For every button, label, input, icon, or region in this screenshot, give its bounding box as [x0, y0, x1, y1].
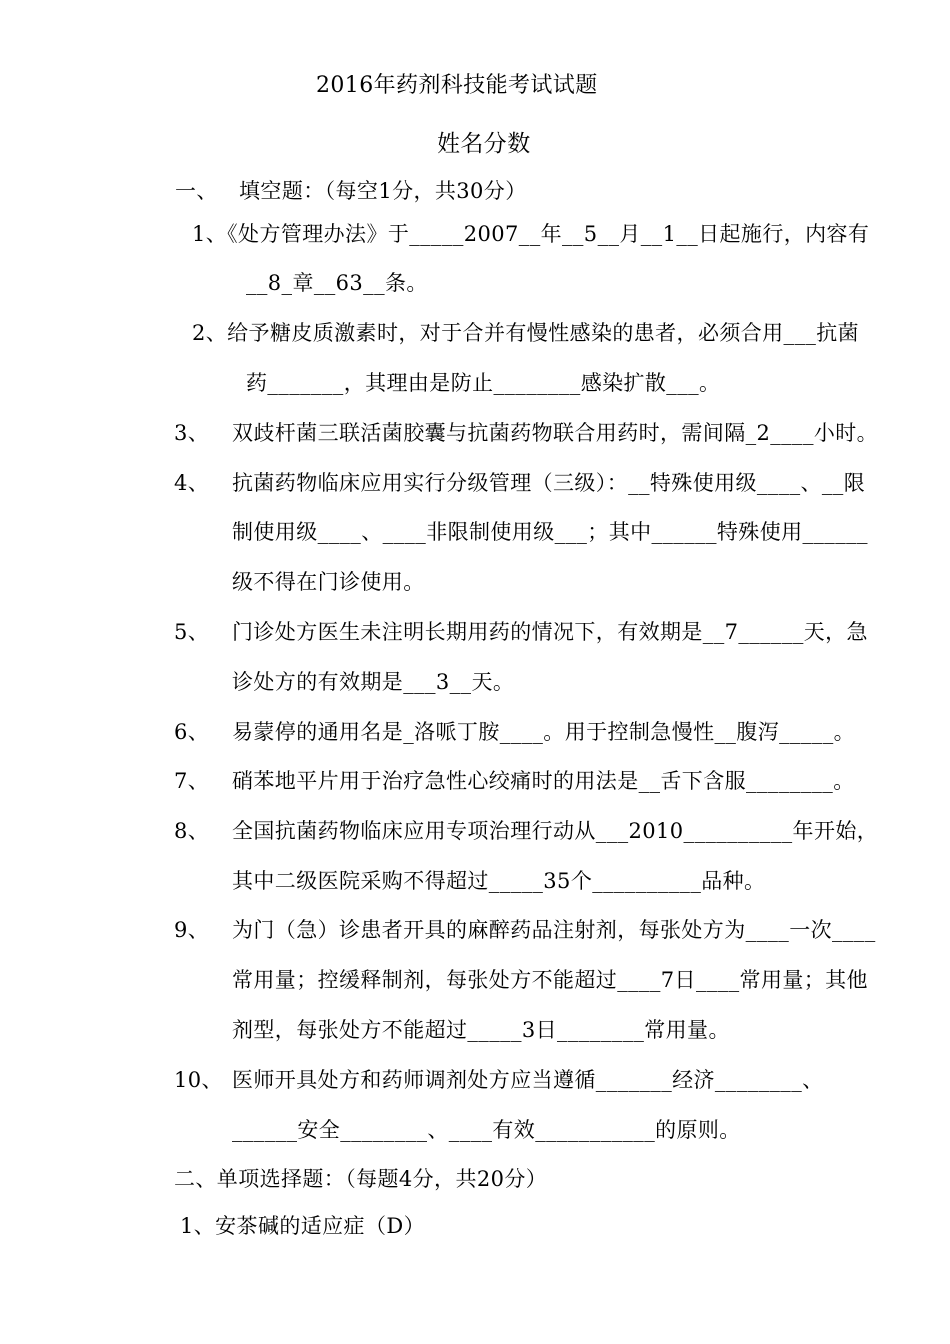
q2-line2: 药_______，其理由是防止________感染扩散___。 [246, 371, 721, 395]
q6-number: 6、 [174, 720, 210, 744]
q9-number: 9、 [174, 918, 210, 942]
q5-number: 5、 [174, 620, 210, 644]
q6-line1: 易蒙停的通用名是_洛哌丁胺____。用于控制急慢性__腹泻_____。 [232, 720, 855, 744]
section2-heading: 二、单项选择题：（每题4分，共20分） [174, 1167, 548, 1191]
q9-line3: 剂型，每张处方不能超过_____3日________常用量。 [232, 1018, 730, 1042]
q5-line2: 诊处方的有效期是___3__天。 [232, 670, 515, 694]
choice-q1: 1、安茶碱的适应症（D） [180, 1214, 425, 1238]
q10-number: 10、 [174, 1068, 223, 1092]
exam-title: 2016年药剂科技能考试试题 [316, 73, 598, 98]
q10-line2: ______安全________、____有效___________的原则。 [232, 1118, 741, 1142]
q8-line1: 全国抗菌药物临床应用专项治理行动从___2010__________年开始， [232, 819, 879, 843]
q3-number: 3、 [174, 421, 210, 445]
q9-line2: 常用量；控缓释制剂，每张处方不能超过____7日____常用量；其他 [232, 968, 868, 992]
q4-line1: 抗菌药物临床应用实行分级管理（三级）：__特殊使用级____、__限 [232, 471, 866, 495]
q7-number: 7、 [174, 769, 210, 793]
q10-line1: 医师开具处方和药师调剂处方应当遵循_______经济________、 [232, 1068, 824, 1092]
q5-line1: 门诊处方医生未注明长期用药的情况下，有效期是__7______天，急 [232, 620, 868, 644]
section1-heading: 一、 填空题：（每空1分，共30分） [175, 179, 527, 203]
q4-line2: 制使用级____、____非限制使用级___；其中______特殊使用______ [232, 520, 868, 544]
q7-line1: 硝苯地平片用于治疗急性心绞痛时的用法是__舌下含服________。 [232, 769, 855, 793]
q1-line1: 1、《处方管理办法》于_____2007__年__5__月__1__日起施行，内容有 [192, 222, 870, 246]
q9-line1: 为门（急）诊患者开具的麻醉药品注射剂，每张处方为____一次____ [232, 918, 876, 942]
name-score-line: 姓名分数 [437, 131, 531, 157]
q1-line2: __8_章__63__条。 [246, 271, 428, 295]
q8-number: 8、 [174, 819, 210, 843]
q4-number: 4、 [174, 471, 210, 495]
q4-line3: 级不得在门诊使用。 [232, 570, 425, 594]
q2-line1: 2、给予糖皮质激素时，对于合并有慢性感染的患者，必须合用___抗菌 [192, 321, 860, 345]
q8-line2: 其中二级医院采购不得超过_____35个__________品种。 [232, 869, 766, 893]
q3-line1: 双歧杆菌三联活菌胶囊与抗菌药物联合用药时，需间隔_2____小时。 [232, 421, 879, 445]
